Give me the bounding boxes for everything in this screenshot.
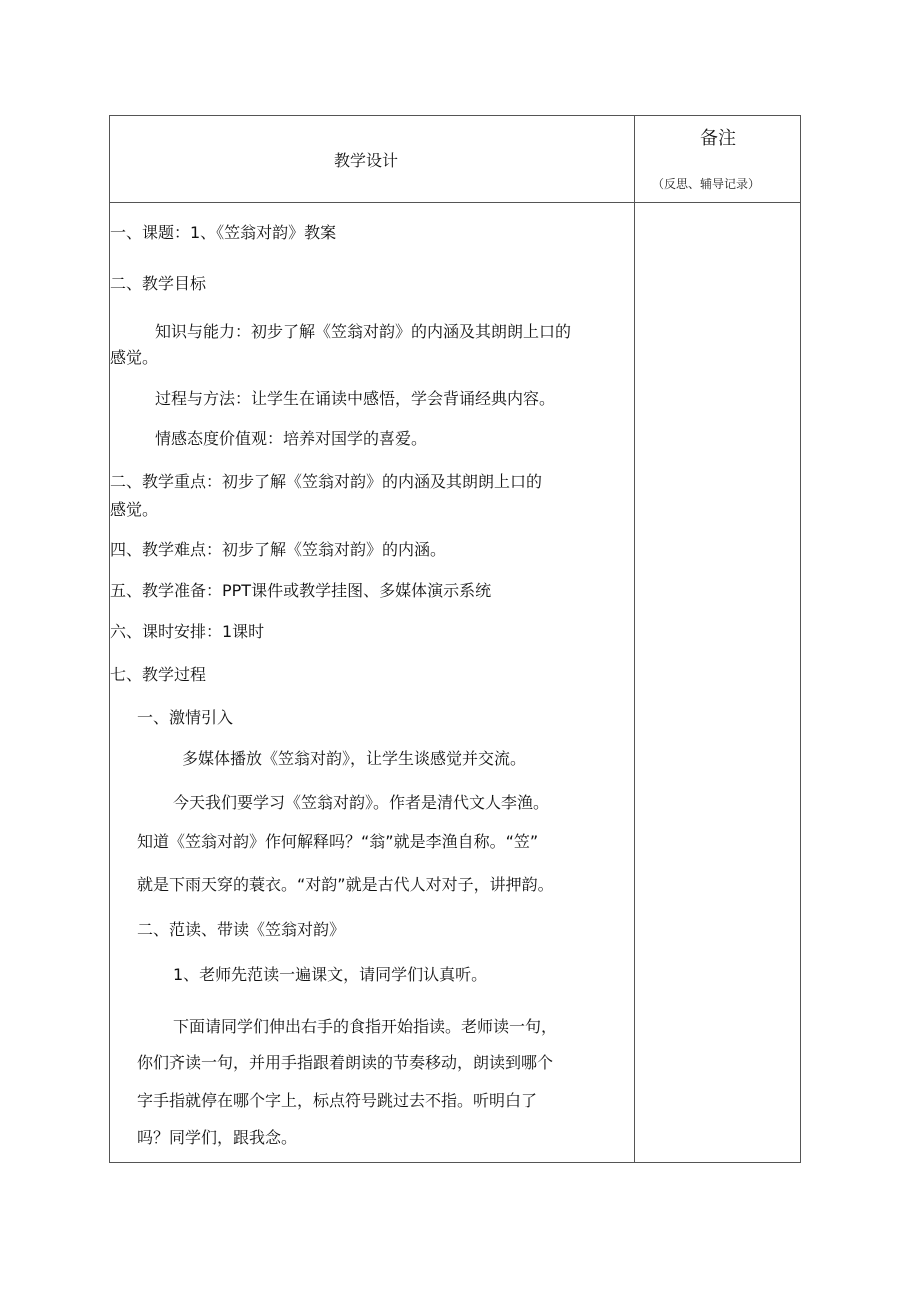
section-preparation: 五、教学准备：PPT课件或教学挂图、多媒体演示系统 [110,581,492,600]
reading-para-line-1: 下面请同学们伸出右手的食指开始指读。老师读一句， [173,1017,558,1036]
lesson-topic: 一、课题：1、《笠翁对韵》教案 [110,223,337,242]
column-divider [634,116,635,1162]
reading-step-1: 1、老师先范读一遍课文，请同学们认真听。 [173,965,488,984]
section-key-points-cont: 感觉。 [110,500,159,519]
intro-para-1: 多媒体播放《笠翁对韵》，让学生谈感觉并交流。 [182,749,527,768]
header-teaching-design: 教学设计 [334,151,399,170]
lesson-plan-table [109,115,801,1163]
objective-knowledge-cont: 感觉。 [110,348,159,367]
objective-process: 过程与方法：让学生在诵读中感悟，学会背诵经典内容。 [155,389,556,408]
intro-para-2-line-3: 就是下雨天穿的蓑衣。“对韵”就是古代人对对子，讲押韵。 [137,875,554,894]
step-model-reading: 二、范读、带读《笠翁对韵》 [137,920,346,939]
objective-emotion: 情感态度价值观：培养对国学的喜爱。 [155,429,428,448]
header-divider [110,202,800,203]
reading-para-line-3: 字手指就停在哪个字上，标点符号跳过去不指。听明白了 [137,1091,538,1110]
reading-para-line-2: 你们齐读一句，并用手指跟着朗读的节奏移动，朗读到哪个 [137,1053,554,1072]
header-notes-subtitle: （反思、辅导记录） [652,177,761,191]
section-difficulties: 四、教学难点：初步了解《笠翁对韵》的内涵。 [110,540,447,559]
step-introduction: 一、激情引入 [137,708,234,727]
reading-para-line-4: 吗？同学们，跟我念。 [137,1128,298,1147]
section-process: 七、教学过程 [110,665,207,684]
header-notes: 备注 [700,128,736,149]
intro-para-2: 今天我们要学习《笠翁对韵》。作者是清代文人李渔。 [173,793,550,812]
section-objectives: 二、教学目标 [110,274,207,293]
section-key-points: 二、教学重点：初步了解《笠翁对韵》的内涵及其朗朗上口的 [110,472,543,491]
objective-knowledge: 知识与能力：初步了解《笠翁对韵》的内涵及其朗朗上口的 [155,322,572,341]
intro-para-2-line-2: 知道《笠翁对韵》作何解释吗？“翁”就是李渔自称。“笠” [137,832,539,851]
section-schedule: 六、课时安排：1课时 [110,622,265,641]
